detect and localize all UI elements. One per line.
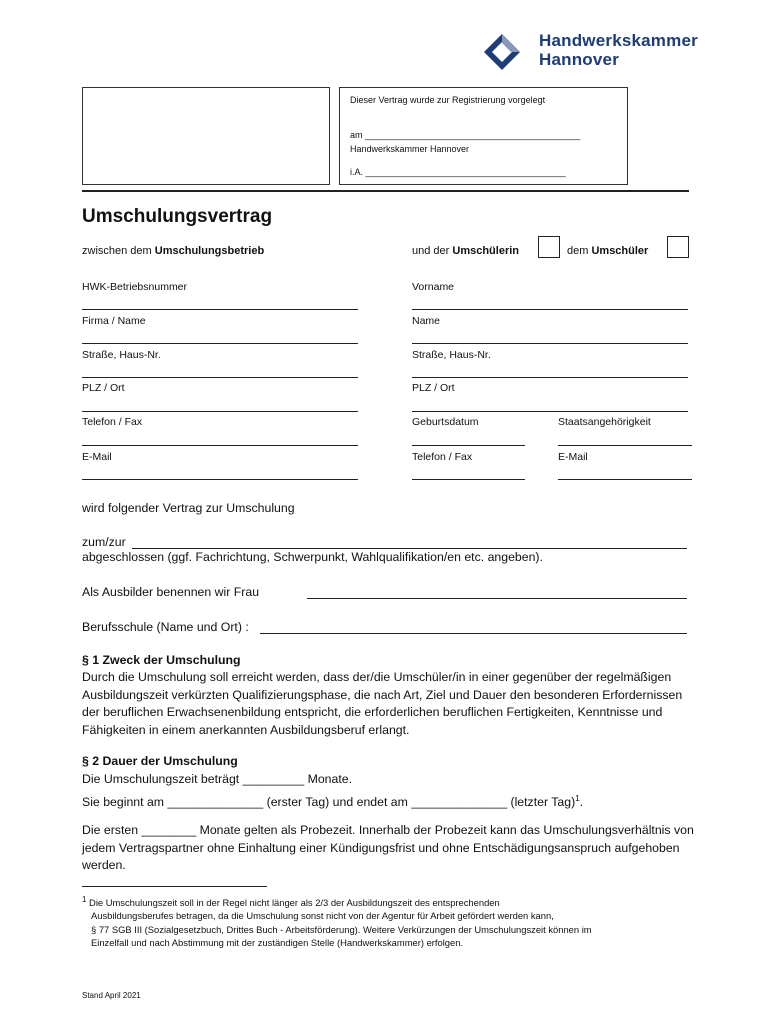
field-line-name[interactable] bbox=[412, 343, 688, 344]
field-label-city-right: PLZ / Ort bbox=[412, 382, 455, 394]
start-date-blank[interactable]: ______________ bbox=[167, 795, 264, 810]
footnote-divider bbox=[82, 886, 267, 887]
footnote-line3: § 77 SGB III (Sozialgesetzbuch, Drittes Buch - Arbeitsförderung). Weitere Verkürzungen der Umschulungszeit können im bbox=[91, 923, 592, 935]
section2-heading: § 2 Dauer der Umschulung bbox=[82, 754, 238, 768]
field-label-email-right: E-Mail bbox=[558, 451, 588, 463]
duration-unit: Monate. bbox=[304, 772, 353, 786]
field-label-birthdate: Geburtsdatum bbox=[412, 416, 479, 428]
field-line-street-right[interactable] bbox=[412, 377, 688, 378]
party-right-prefix: und der bbox=[412, 245, 453, 257]
header-divider bbox=[82, 190, 689, 192]
field-label-phone: Telefon / Fax bbox=[82, 416, 143, 428]
field-label-name: Name bbox=[412, 315, 441, 327]
ausbilder-label: Als Ausbilder benennen wir Frau bbox=[82, 585, 260, 599]
field-label-street-right: Straße, Haus-Nr. bbox=[412, 349, 491, 361]
party-right2-heading bbox=[567, 245, 648, 257]
org-name-line2: Hannover bbox=[539, 50, 620, 69]
section2-dates bbox=[82, 790, 694, 812]
field-label-company: Firma / Name bbox=[82, 315, 146, 327]
ausbilder-line[interactable] bbox=[307, 598, 687, 599]
field-label-street: Straße, Haus-Nr. bbox=[82, 349, 161, 361]
field-line-birthdate[interactable] bbox=[412, 445, 525, 446]
contract-intro: wird folgender Vertrag zur Umschulung bbox=[82, 501, 295, 515]
footer-stand: Stand April 2021 bbox=[82, 991, 141, 1000]
footnote-mark: 1 bbox=[82, 895, 87, 904]
field-line-phone[interactable] bbox=[82, 445, 358, 446]
footnote-line1 bbox=[82, 893, 692, 909]
party-right-bold: Umschülerin bbox=[452, 245, 520, 257]
field-label-hwk-number: HWK-Betriebsnummer bbox=[82, 281, 188, 293]
field-line-firstname[interactable] bbox=[412, 309, 688, 310]
duration-label: Die Umschulungszeit beträgt bbox=[82, 772, 243, 786]
stamp-box bbox=[82, 87, 330, 185]
field-line-city-right[interactable] bbox=[412, 411, 688, 412]
party-right-heading bbox=[412, 245, 519, 257]
party-right2-prefix: dem bbox=[567, 245, 592, 257]
period: . bbox=[579, 795, 584, 810]
field-line-email[interactable] bbox=[82, 479, 358, 480]
field-line-hwk-number[interactable] bbox=[82, 309, 358, 310]
field-line-company[interactable] bbox=[82, 343, 358, 344]
field-label-nationality: Staatsangehörigkeit bbox=[558, 416, 651, 428]
page-title: Umschulungsvertrag bbox=[82, 206, 273, 227]
field-line-email-right[interactable] bbox=[558, 479, 692, 480]
section1-text: Durch die Umschulung soll erreicht werden, dass der/die Umschüler/in in einer gegenüber der regelmäßigen Ausbildungszeit verkürzten Qualifizierungsphase, die nach Art, Ziel und Dauer den besonderen Erfordernissen der beruflichen Erwachsenenbildung entspricht, die erforderlichen beruflichen Fertigkeiten, Kenntnisse und Fähigkeiten in einem anerkannten Ausbildungsberuf erlangt. bbox=[82, 670, 683, 737]
registration-date-line: am ___________________________________________ bbox=[350, 130, 581, 140]
org-logo-text bbox=[539, 31, 698, 69]
party-right2-bold: Umschüler bbox=[591, 245, 649, 257]
party-left-bold: Umschulungsbetrieb bbox=[154, 245, 265, 257]
footnote-ref[interactable]: 1 bbox=[575, 794, 580, 803]
registration-box bbox=[339, 87, 628, 185]
field-label-email: E-Mail bbox=[82, 451, 112, 463]
footnote-line2: Ausbildungsberufes betragen, da die Umschulung sonst nicht von der Agentur für Arbeit gefördert werden kann, bbox=[91, 910, 554, 922]
section2-duration bbox=[82, 771, 694, 789]
field-line-phone-right[interactable] bbox=[412, 479, 525, 480]
field-line-city[interactable] bbox=[82, 411, 358, 412]
probation-text: Die ersten ________ Monate gelten als Probezeit. Innerhalb der Probezeit kann das Umschulungsverhältnis von jedem Vertragspartner ohne Einhaltung einer Kündigungsfrist und ohne Entschädigungsanspruch aufgehoben werden. bbox=[82, 823, 694, 872]
end-label: (erster Tag) und endet am bbox=[263, 795, 412, 810]
field-line-nationality[interactable] bbox=[558, 445, 692, 446]
end-date-blank[interactable]: ______________ bbox=[411, 795, 508, 810]
footnote-line4: Einzelfall und nach Abstimmung mit der zuständigen Stelle (Handwerkskammer) erfolgen. bbox=[91, 937, 464, 949]
footnote-text1: Die Umschulungszeit soll in der Regel nicht länger als 2/3 der Ausbildungszeit des entsprechenden bbox=[86, 897, 500, 909]
hwk-logo-mark-icon bbox=[483, 33, 521, 71]
field-label-city: PLZ / Ort bbox=[82, 382, 125, 394]
duration-blank[interactable]: _________ bbox=[242, 772, 305, 786]
berufsschule-line[interactable] bbox=[260, 633, 687, 634]
abgeschlossen-text: abgeschlossen (ggf. Fachrichtung, Schwerpunkt, Wahlqualifikation/en etc. angeben). bbox=[82, 550, 543, 564]
field-label-phone-right: Telefon / Fax bbox=[412, 451, 473, 463]
registration-signature-line: i.A. ________________________________________ bbox=[350, 167, 566, 177]
party-left-prefix: zwischen dem bbox=[82, 245, 155, 257]
umschueler-checkbox[interactable] bbox=[667, 236, 689, 258]
start-label: Sie beginnt am bbox=[82, 795, 168, 810]
footnote bbox=[82, 893, 692, 949]
party-left-heading bbox=[82, 245, 264, 257]
zum-zur-label: zum/zur bbox=[82, 535, 126, 549]
field-label-firstname: Vorname bbox=[412, 281, 455, 293]
registration-org: Handwerkskammer Hannover bbox=[350, 144, 470, 154]
umschuelerin-checkbox[interactable] bbox=[538, 236, 560, 258]
berufsschule-label: Berufsschule (Name und Ort) : bbox=[82, 620, 249, 634]
registration-text: Dieser Vertrag wurde zur Registrierung vorgelegt bbox=[350, 95, 546, 105]
field-line-street[interactable] bbox=[82, 377, 358, 378]
last-day-label: (letzter Tag) bbox=[507, 795, 576, 810]
org-name-line1: Handwerkskammer bbox=[539, 31, 698, 50]
section1-heading: § 1 Zweck der Umschulung bbox=[82, 653, 241, 667]
